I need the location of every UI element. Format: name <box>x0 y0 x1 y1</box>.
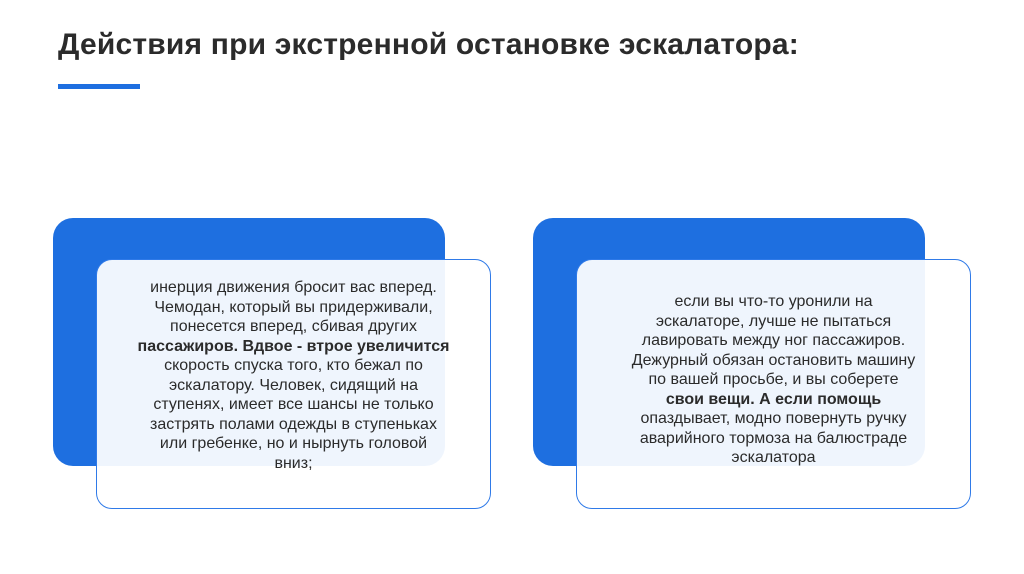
card-line: скорость спуска того, кто бежал по <box>164 357 423 374</box>
card-line: эскалатора <box>731 449 816 466</box>
title-accent-bar <box>58 84 140 89</box>
card-line: лавировать между ног пассажиров. <box>641 332 906 349</box>
slide-title: Действия при экстренной остановке эскалатора: <box>58 28 799 61</box>
card-line: по вашей просьбе, и вы соберете <box>648 371 899 388</box>
left-text-card <box>96 259 491 509</box>
card-line: если вы что-то уронили на <box>674 293 873 310</box>
right-text-card <box>576 259 971 509</box>
card-line: или гребенке, но и нырнуть головой <box>159 435 428 452</box>
bold-text: пассажиров. Вдвое - втрое увеличится <box>137 337 450 355</box>
card-line: Чемодан, который вы придерживали, <box>154 298 433 316</box>
card-line: эскалатору. Человек, сидящий на <box>168 376 419 394</box>
card-line: ступенях, имеет все шансы не только <box>153 396 434 413</box>
bold-text: свои вещи. А если помощь <box>665 390 882 408</box>
card-line: эскалаторе, лучше не пытаться <box>655 312 892 330</box>
card-line: инерция движения бросит вас вперед. <box>150 279 437 296</box>
card-line-bold <box>105 337 482 357</box>
card-line: аварийного тормоза на балюстраде <box>639 429 908 447</box>
card-line: Дежурный обязан остановить машину <box>631 351 916 369</box>
card-line: застрять полами одежды в ступеньках <box>150 415 437 433</box>
card-line-bold <box>585 390 962 410</box>
card-line: понесется вперед, сбивая других <box>170 318 417 335</box>
card-line: опаздывает, модно повернуть ручку <box>640 410 907 427</box>
card-line: вниз; <box>274 454 313 472</box>
